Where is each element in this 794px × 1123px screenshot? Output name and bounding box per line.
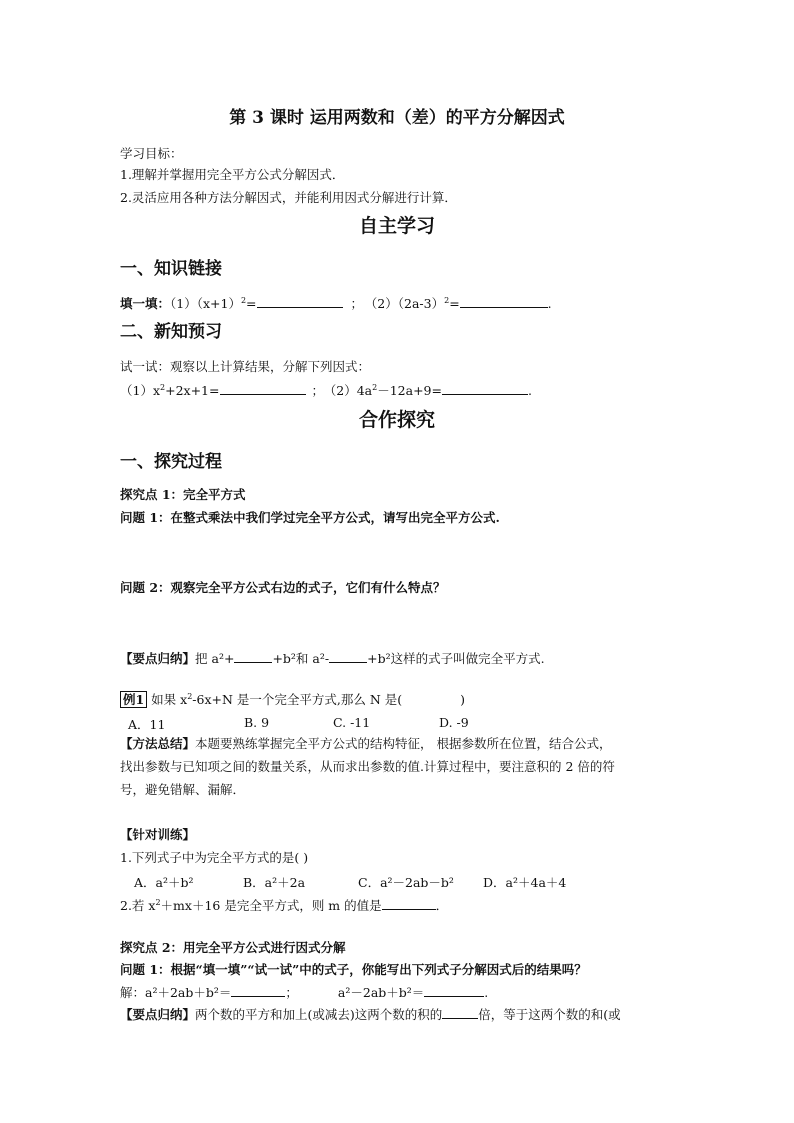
fill-in-line: 填一填：$(1)(x+1)^2=$ ； $(2)(2a-3)^2=$ . [120,295,552,311]
summary2-b: 倍，等于这两个数的和(或 [478,1007,621,1022]
answer-blank-9[interactable] [424,983,484,997]
example-line: 例1 如果 $x^2-6x+N$ 是一个完全平方式,那么 N 是( ) [120,692,465,707]
fill-q1: （1）（x+1） [170,296,241,311]
example-c: ) [460,692,466,707]
try-text: 试一试：观察以上计算结果，分解下列因式： [120,359,371,374]
example-choice-a[interactable]: A．11 [128,717,166,732]
answer-blank-5[interactable] [234,649,272,663]
summary2-label: 【要点归纳】 [120,1007,196,1022]
summary2-line [120,1005,621,1022]
example-tag: 例1 [120,691,147,708]
fill-label: 填一填： [120,296,171,311]
training-q2-b: ＋mx＋16 是完全平方式，则 m 的值是 [160,898,382,913]
fill-q2-eq: = [449,296,460,311]
objective-item-2: 2.灵活应用各种方法分解因式，并能利用因式分解进行计算． [120,190,457,205]
fill-q1-eq: = [246,296,257,311]
separator: ； [311,383,325,398]
training-choice-c[interactable]: C．a²－2ab－b² [358,875,454,890]
example-a: 如果 x [147,692,188,707]
training-choice-b[interactable]: B．a²＋2a [243,875,306,890]
solve-line [120,983,488,1000]
answer-blank-8[interactable] [231,983,285,997]
method-line-2: 找出参数与已知项之间的数量关系，从而求出参数的值.计算过程中，要注意积的 2 倍的符 [120,759,615,774]
try-q1-b: +2x+1= [165,383,220,398]
separator: ； [285,985,298,1000]
answer-blank-2[interactable] [460,294,548,308]
end-mark: ． [435,898,449,913]
answer-blank-1[interactable] [257,294,343,308]
method-text-1: 本题要熟练掌握完全平方公式的结构特征， 根据参数所在位置，结合公式， [195,736,612,751]
try-line: $(1)x^2+2x+1=$ ； $(2)4a^2-12a+9=$ . [120,382,532,398]
method-line-1 [120,736,612,751]
objectives-label: 学习目标： [120,146,183,161]
training-choice-d[interactable]: D．a²＋4a＋4 [483,875,567,890]
question-1: 问题 1：在整式乘法中我们学过完全平方公式，请写出完全平方公式. [120,510,500,525]
try-q1-a: （1）x [120,383,161,398]
heading-exploration: 一、探究过程 [120,452,222,472]
answer-blank-7[interactable] [382,896,436,910]
try-q2-b: －12a+9= [377,383,442,398]
solve-a: 解：a²＋2ab＋b²＝ [120,985,232,1000]
training-label: 【针对训练】 [120,827,196,842]
heading-knowledge-link: 一、知识链接 [120,259,222,279]
training-q1: 1.下列式子中为完全平方式的是( ) [120,850,309,865]
summary2-a: 两个数的平方和加上(或减去)这两个数的积的 [195,1007,443,1022]
end-mark: . [484,985,489,1000]
section-heading-self-study: 自主学习 [358,215,435,237]
question-3: 问题 1：根据“填一填”“试一试”中的式子，你能写出下列式子分解因式后的结果吗？ [120,962,587,977]
method-label: 【方法总结】 [120,736,196,751]
question-2: 问题 2：观察完全平方公式右边的式子，它们有什么特点？ [120,580,446,595]
answer-blank-4[interactable] [442,381,528,395]
summary-c: +b²这样的式子叫做完全平方式. [367,651,545,666]
end-mark: . [547,296,552,311]
method-line-3: 号，避免错解、漏解． [120,782,246,797]
section-heading-cooperative: 合作探究 [358,409,435,431]
summary-line [120,649,545,666]
training-choice-a[interactable]: A．a²＋b² [134,875,194,890]
solve-b: a²－2ab＋b²＝ [337,985,425,1000]
separator: ； [350,296,364,311]
example-choice-b[interactable]: B. 9 [244,715,270,730]
training-q2-a: 2.若 x [120,898,156,913]
page-title: 第 3 课时 运用两数和（差）的平方分解因式 [229,108,565,128]
end-mark: . [527,383,532,398]
answer-blank-10[interactable] [442,1005,478,1019]
summary-b: +b²和 a²- [272,651,330,666]
objective-item-1: 1.理解并掌握用完全平方公式分解因式． [120,167,345,182]
fill-q2: （2）（2a-3） [371,296,445,311]
try-q2-a: （2）4a [330,383,373,398]
answer-blank-6[interactable] [329,649,367,663]
summary-label: 【要点归纳】 [120,651,196,666]
exploration-point-2: 探究点 2：用完全平方公式进行因式分解 [120,940,346,955]
answer-blank-3[interactable] [220,381,306,395]
example-choice-d[interactable]: D. -9 [439,715,469,730]
example-b: -6x+N 是一个完全平方式,那么 N 是( [192,692,403,707]
summary-a: 把 a²+ [195,651,235,666]
exploration-point-1: 探究点 1：完全平方式 [120,487,246,502]
example-choice-c[interactable]: C. -11 [333,715,371,730]
training-q2: 2.若 $x^2+mx+16$ 是完全平方式，则 m 的值是 ． [120,897,449,913]
heading-new-preview: 二、新知预习 [120,322,222,342]
